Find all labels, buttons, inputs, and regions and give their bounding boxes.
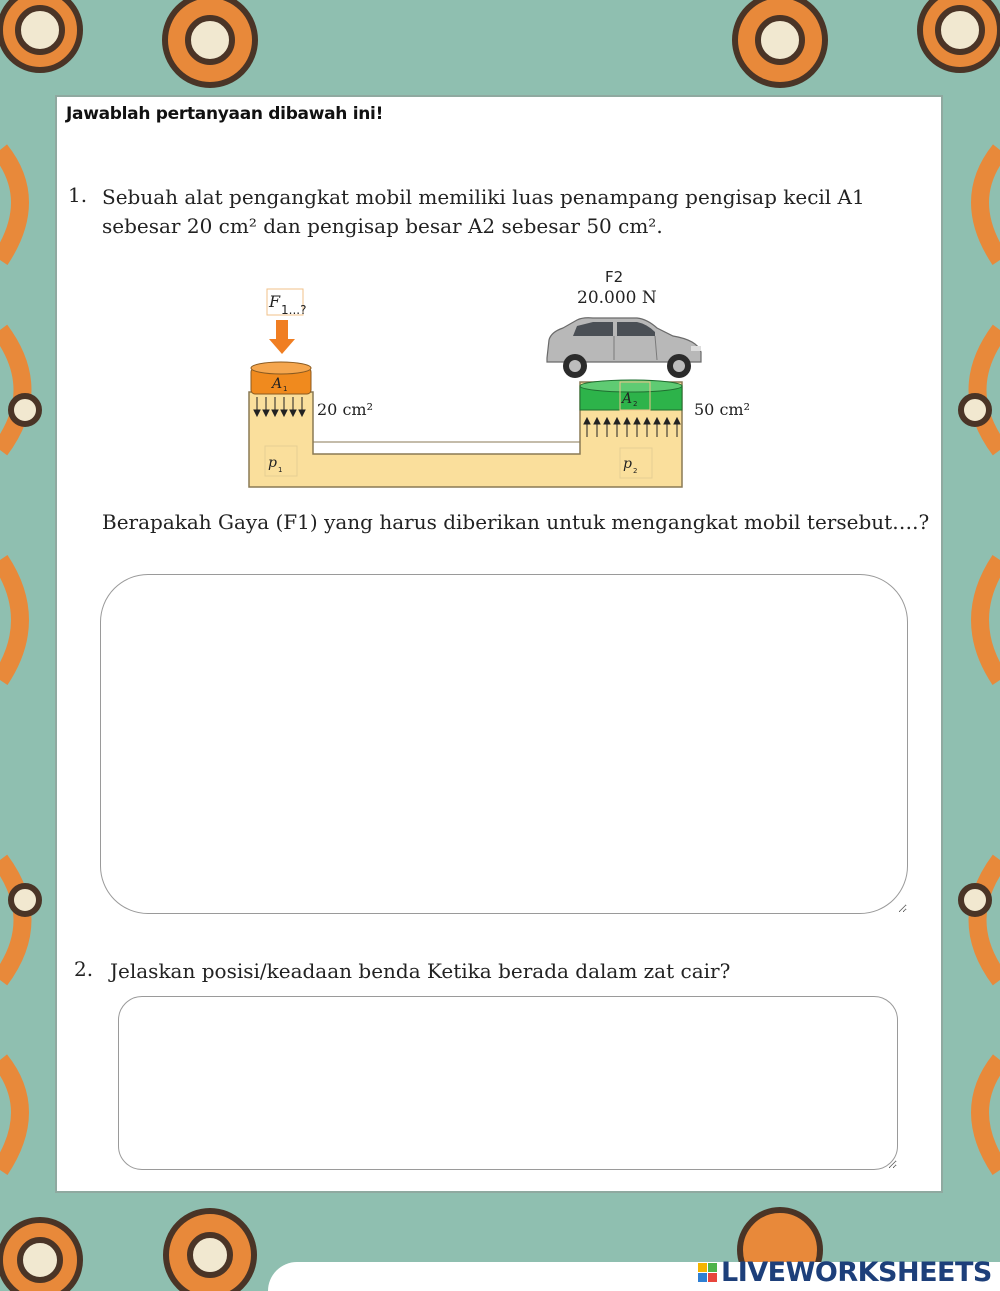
hydraulic-lift-diagram [245,262,765,492]
f2-value: 20.000 N [577,288,657,308]
logo-letter-l [698,1263,707,1272]
logo-letter-e [708,1273,717,1282]
a2-label: A [622,391,633,407]
logo-letter-v [698,1273,707,1282]
p2-subscript: 2 [633,467,638,475]
f1-label: F [269,292,281,311]
question-1-text: Sebuah alat pengangkat mobil memiliki luas penampang pengisap kecil A1 sebesar 20 cm² dan pengisap besar A2 sebesar 50 cm². [102,185,865,238]
f1-subscript: 1...? [281,303,307,317]
force-arrow-f1 [276,320,288,340]
answer-1-field[interactable] [100,574,908,914]
p2-label: p [623,456,632,472]
a1-subscript: 1 [283,385,288,393]
brand-text: LIVEWORKSHEETS [721,1257,992,1288]
p1-label: p [268,455,277,471]
a2-subscript: 2 [633,400,638,408]
logo-icon [698,1263,717,1282]
question-1-number: 1. [68,183,88,207]
p1-subscript: 1 [278,466,283,474]
instruction-text: Jawablah pertanyaan dibawah ini! [66,104,384,124]
f2-label: F2 [605,268,624,286]
logo-letter-i [708,1263,717,1272]
liveworksheets-logo[interactable] [698,1257,992,1288]
answer-2-field[interactable] [118,996,898,1170]
area-1-label: 20 cm² [317,400,373,419]
a1-label: A [272,376,283,392]
question-2-text: Jelaskan posisi/keadaan benda Ketika berada dalam zat cair? [110,959,731,983]
car-image [547,318,701,378]
area-2-label: 50 cm² [694,400,750,419]
question-1-subquestion: Berapakah Gaya (F1) yang harus diberikan untuk mengangkat mobil tersebut….? [102,510,930,534]
question-2-number: 2. [74,957,94,981]
